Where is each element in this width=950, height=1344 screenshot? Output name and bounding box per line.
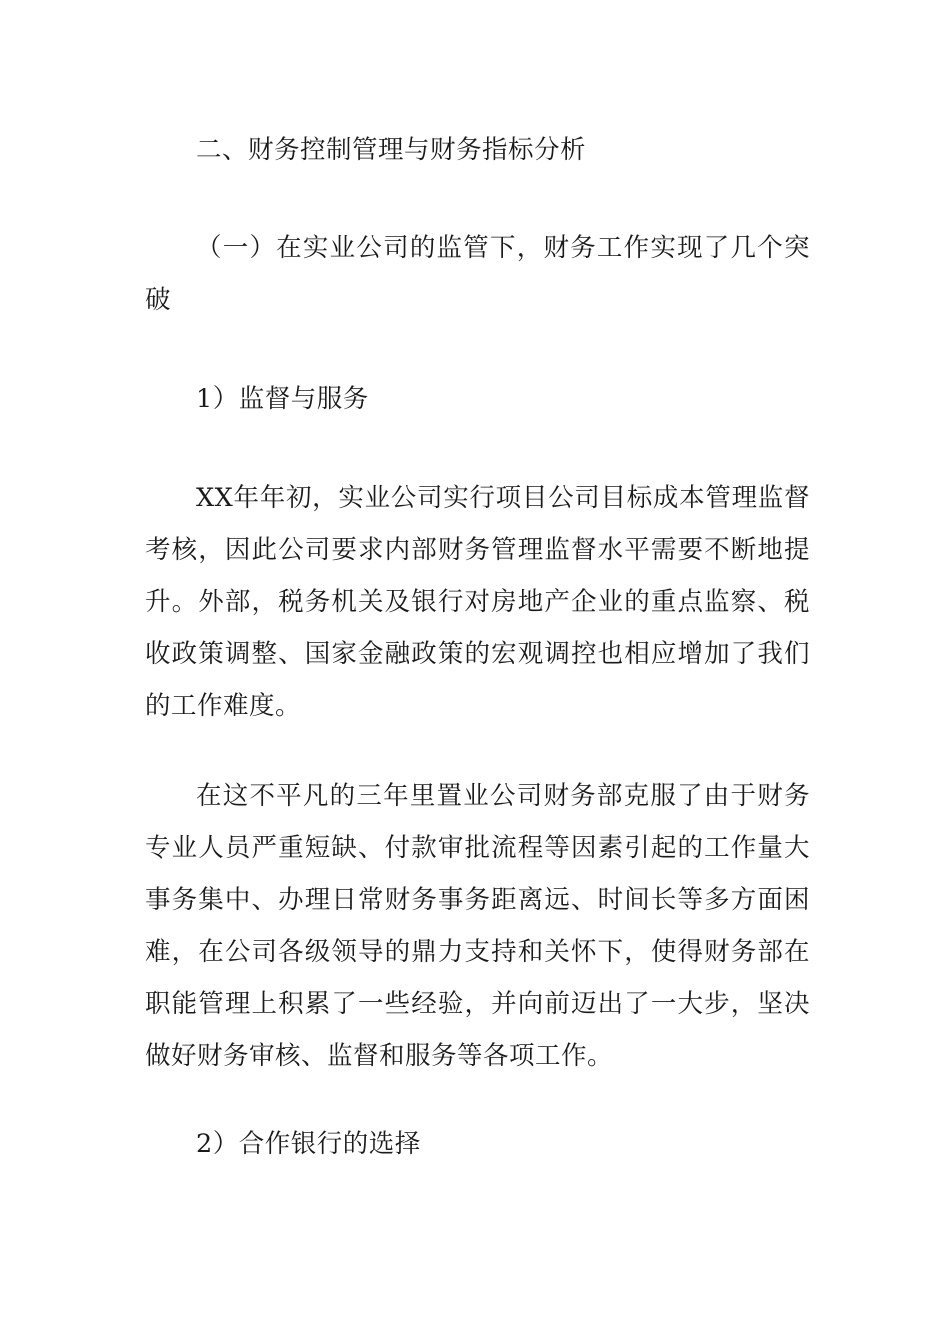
section-heading: 二、财务控制管理与财务指标分析 (196, 135, 587, 165)
item-heading-supervision: 1）监督与服务 (196, 384, 369, 414)
item-heading-bank-selection: 2）合作银行的选择 (196, 1129, 421, 1159)
subsection-heading: （一）在实业公司的监管下，财务工作实现了几个突破 (145, 233, 810, 315)
body-paragraph: XX年年初，实业公司实行项目公司目标成本管理监督考核，因此公司要求内部财务管理监督水平需要不断地提升。外部，税务机关及银行对房地产企业的重点监察、税收政策调整、国家金融政策的宏观调控也相应增加了我们的工作难度。 (145, 483, 810, 721)
body-paragraph: 在这不平凡的三年里置业公司财务部克服了由于财务专业人员严重短缺、付款审批流程等因素引起的工作量大事务集中、办理日常财务事务距离远、时间长等多方面困难，在公司各级领导的鼎力支持和关怀下，使得财务部在职能管理上积累了一些经验，并向前迈出了一大步，坚决做好财务审核、监督和服务等各项工作。 (145, 781, 810, 1071)
